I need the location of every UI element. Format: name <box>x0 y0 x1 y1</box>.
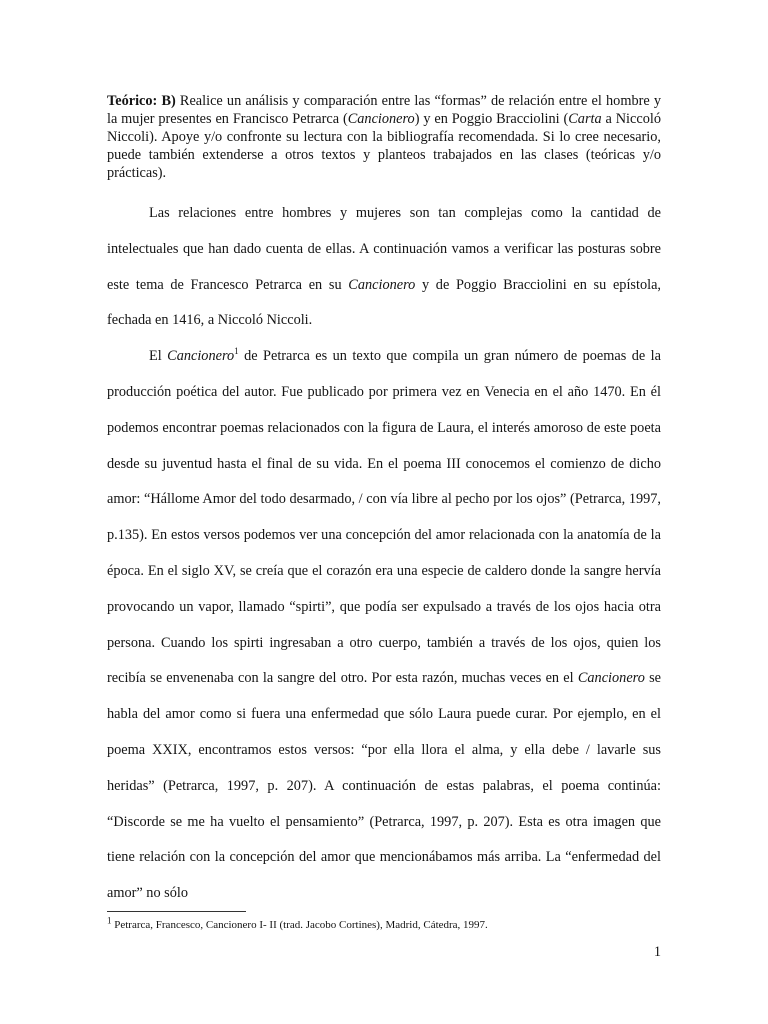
prompt-label: Teórico: B) <box>107 93 176 109</box>
prompt-text: Realice un análisis y comparación entre las “formas” de relación entre el hombre y la mujer presentes en Francisco Petrarca ( <box>107 93 661 127</box>
italic-title-cancionero: Cancionero <box>348 276 416 293</box>
paragraph-intro <box>107 196 661 339</box>
prompt-text: a Niccoló Niccoli). Apoye y/o confronte su lectura con la bibliografía recomendada. Si lo cree necesario, puede también extenderse a otros textos y planteos trabajados en las clases (teóricas y/o prácticas). <box>107 111 661 181</box>
italic-title-cancionero: Cancionero <box>167 348 235 365</box>
assignment-prompt <box>107 92 661 182</box>
footnote-mark: 1 <box>107 915 112 926</box>
prompt-paragraph <box>107 92 661 182</box>
document-page <box>107 0 661 1024</box>
prompt-title-carta: Carta <box>568 111 602 127</box>
essay-body <box>107 196 661 912</box>
paragraph-text: se habla del amor como si fuera una enfermedad que sólo Laura puede curar. Por ejemplo, en el poema XXIX, encontramos estos versos: “por ella llora el alma, y ella debe / lavarle sus heridas” (Petrarca, 1997, p. 207). A continuación de estas palabras, el poema continúa: “Discorde se me ha vuelto el pensamiento” (Petrarca, 1997, p. 207). Esta es otra imagen que tiene relación con la concepción del amor que mencionábamos más arriba. La “enfermedad del amor” no sólo <box>107 670 662 902</box>
paragraph-text: Las relaciones entre hombres y mujeres son tan complejas como la cantidad de intelectuales que han dado cuenta de ellas. A continuación vamos a verificar las posturas sobre este tema de Francesco Petrarca en su <box>107 205 661 293</box>
italic-title-cancionero: Cancionero <box>577 670 645 687</box>
prompt-text: ) y en Poggio Bracciolini ( <box>414 111 569 127</box>
paragraph-text: El <box>149 348 168 365</box>
footnote-reference[interactable]: 1 <box>234 346 239 357</box>
footnote <box>107 915 661 932</box>
prompt-title-cancionero: Cancionero <box>347 111 415 127</box>
page-number: 1 <box>653 944 661 960</box>
paragraph-cancionero <box>107 339 661 912</box>
paragraph-text: de Petrarca es un texto que compila un gran número de poemas de la producción poética del autor. Fue publicado por primera vez en Venecia en el año 1470. En él podemos encontrar poemas relacionados con la figura de Laura, el interés amoroso de este poeta desde su juventud hasta el final de su vida. En el poema III conocemos el comienzo de dicho amor: “Hállome Amor del todo desarmado, / con vía libre al pecho por los ojos” (Petrarca, 1997, p.135). En estos versos podemos ver una concepción del amor relacionada con la anatomía de la época. En el siglo XV, se creía que el corazón era una especie de caldero donde la sangre hervía provocando un vapor, llamado “spirti”, que podía ser expulsado a través de los ojos hacia otra persona. Cuando los spirti ingresaban a otro cuerpo, también a través de los ojos, quien los recibía se envenenaba con la sangre del otro. Por esta razón, muchas veces en el <box>107 348 662 687</box>
footnote-text: Petrarca, Francesco, Cancionero I- II (trad. Jacobo Cortines), Madrid, Cátedra, 1997. <box>111 919 488 931</box>
paragraph-text: y de Poggio Bracciolini en su epístola, fechada en 1416, a Niccoló Niccoli. <box>107 276 662 329</box>
footnote-separator <box>107 911 246 912</box>
